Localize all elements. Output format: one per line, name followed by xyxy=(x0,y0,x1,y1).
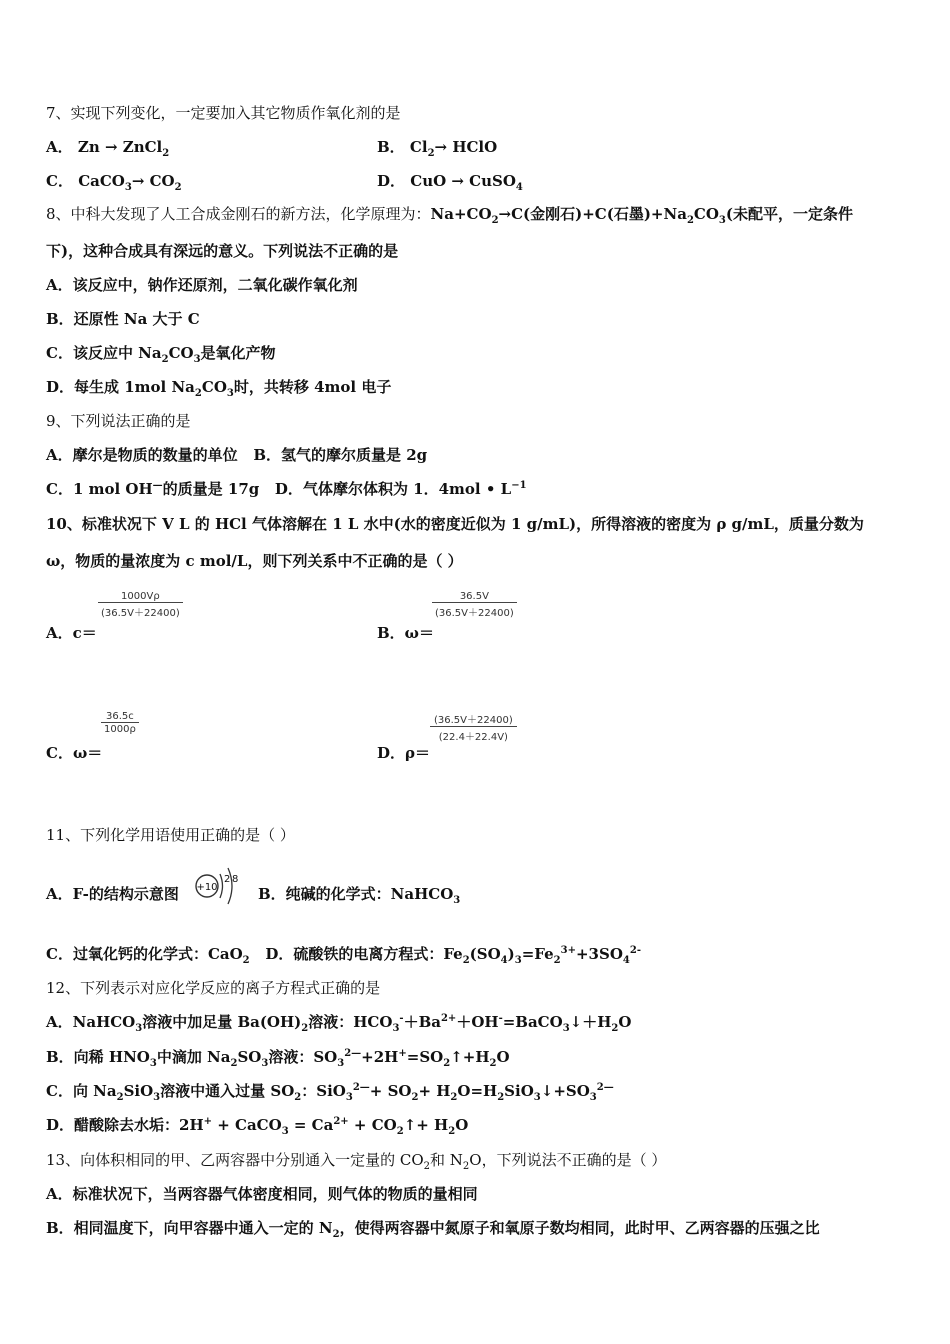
q10-option-d-label: D．ρ＝ xyxy=(377,744,430,762)
q8-option-c: C．该反应中 $Na_2CO_3$是氧化产物 xyxy=(46,344,276,365)
q12-option-b: B．向稀 $HNO_3$中滴加 $Na_2SO_3$溶液：$SO_3^{2—}+2H^+=SO_2↑+H_2O$ xyxy=(46,1048,510,1069)
q10-stem-line2: ω，物质的量浓度为 c mol/L，则下列关系中不正确的是（ ） xyxy=(46,552,463,570)
q11-option-b: B．纯碱的化学式：NaHCO$_3$ xyxy=(258,885,461,906)
q10-option-b-fraction: 36.5V ( 36.5V＋22400 ) xyxy=(432,591,517,619)
q7-option-c: C． CaCO$_3$→ $CO_2$ xyxy=(46,172,182,193)
q7-option-a: A． Zn → ZnCl$_2$ xyxy=(46,138,170,159)
q8-option-d: D．每生成 1mol $Na_2CO_3$时，共转移 4mol 电子 xyxy=(46,378,392,399)
q12-option-a: A．NaHCO$_3$溶液中加足量 $Ba(OH)_2$溶液：$HCO_3^-+Ba^{2+}+OH^-=BaCO_3↓+H_2O$ xyxy=(46,1013,632,1034)
shell-1-electrons: 2 xyxy=(224,874,231,885)
q7-option-d: D． CuO → CuSO$_4$ xyxy=(377,172,523,193)
q9-options-cd: C．1 mol OH—的质量是 17g D．气体摩尔体积为 1．4mol • $L^{-1}$ xyxy=(46,480,527,498)
q9-stem: 9、下列说法正确的是 xyxy=(46,412,191,430)
q12-stem: 12、下列表示对应化学反应的离子方程式正确的是 xyxy=(46,979,381,997)
q8-stem-line2: 下)，这种合成具有深远的意义。下列说法不正确的是 xyxy=(46,242,399,260)
q13-option-a: A．标准状况下，当两容器气体密度相同，则气体的物质的量相同 xyxy=(46,1185,478,1203)
q12-option-c: C．向 $Na_2SiO_3$溶液中通入过量 $SO_2$：$SiO_3^{2—}+ SO_2+$ $H_2O=H_2SiO_3↓+SO_3^{2—}$ xyxy=(46,1082,614,1103)
q10-option-c-label: C．ω＝ xyxy=(46,744,103,762)
q7-stem: 7、实现下列变化，一定要加入其它物质作氧化剂的是 xyxy=(46,104,401,122)
q8-option-b: B．还原性 Na 大于 C xyxy=(46,310,200,328)
electron-shell-1 xyxy=(220,874,223,898)
fluoride-ion-structure-diagram xyxy=(191,858,243,914)
q13-stem: 13、向体积相同的甲、乙两容器中分别通入一定量的 $CO_2$和 $N_2O$，下列说法不正确的是（ ） xyxy=(46,1151,667,1172)
q10-option-b-label: B．ω＝ xyxy=(377,624,434,642)
q10-stem-line1: 10、标准状况下 V L 的 HCl 气体溶解在 1 L 水中(水的密度近似为 1 g/mL)，所得溶液的密度为 ρ g/mL，质量分数为 xyxy=(46,515,864,533)
q10-option-c-fraction: $\frac{36.5c}{1000\rho}$ xyxy=(101,711,139,735)
q7-option-b: B． $Cl_2\to$ HClO xyxy=(377,138,498,159)
q11-option-a: A．F-的结构示意图 xyxy=(46,885,179,903)
q12-option-d: D．醋酸除去水垢：2H+ + CaCO$_3$ = $Ca^{2+}$ + $CO_2↑+ H_2O$ xyxy=(46,1116,469,1137)
shell-2-electrons: 8 xyxy=(232,874,239,885)
q13-option-b: B．相同温度下，向甲容器中通入一定的 $N_2$，使得两容器中氮原子和氧原子数均相同，此时甲、乙两容器的压强之比 xyxy=(46,1219,820,1240)
q10-option-d-fraction: (36.5V＋22400) ( 22.4＋22.4V ) xyxy=(430,711,517,743)
q11-options-cd: C．过氧化钙的化学式：CaO$_2$ D．硫酸铁的电离方程式：$Fe_2(SO_4)_3=Fe_2^{3+}+3SO_4^{2-}$ xyxy=(46,945,641,966)
nucleus-charge: +10 xyxy=(196,882,218,893)
q9-options-ab: A．摩尔是物质的数量的单位 B．氢气的摩尔质量是 2g xyxy=(46,446,428,464)
q8-option-a: A．该反应中，钠作还原剂，二氧化碳作氧化剂 xyxy=(46,276,358,294)
q10-option-a-fraction: 1000Vρ ( 36.5V＋22400 ) xyxy=(98,591,183,619)
q8-stem-line1: 8、中科大发现了人工合成金刚石的新方法，化学原理为：$Na+CO_2\to C$(金刚石)+C(石墨)$+Na_2CO_3$(未配平，一定条件 xyxy=(46,205,853,226)
q10-option-d-numerator: (36.5V＋22400) xyxy=(434,715,513,726)
q11-stem: 11、下列化学用语使用正确的是（ ） xyxy=(46,826,295,844)
q10-option-a-label: A．c＝ xyxy=(46,624,97,642)
